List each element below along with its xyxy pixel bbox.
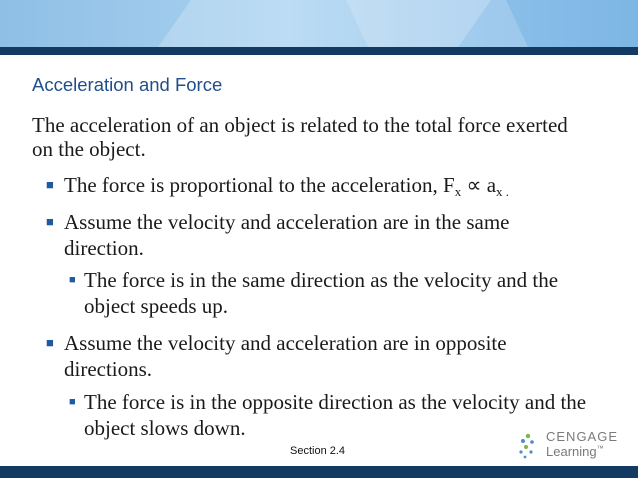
header-decor-shape [341, 0, 538, 47]
bullet-item [46, 209, 584, 261]
header-rule [0, 47, 638, 55]
square-bullet-icon: ■ [46, 214, 54, 229]
proportional-symbol: ∝ a [461, 173, 497, 197]
logo-subtext: Learning™ [546, 444, 604, 459]
bullet-text: Assume the velocity and acceleration are in the same direction. [64, 210, 510, 260]
bullet-text: The force is in the opposite direction as the velocity and the object slows down. [84, 390, 587, 440]
square-bullet-icon: ■ [46, 335, 54, 350]
subscript: x [454, 184, 462, 199]
bullet-text: The force is in the same direction as the velocity and the object speeds up. [84, 268, 559, 318]
header-band [0, 0, 638, 47]
footer-band [0, 466, 638, 478]
sub-bullet-item [69, 267, 609, 319]
bullet-text: Assume the velocity and acceleration are in opposite directions. [64, 331, 507, 381]
subscript: x . [496, 184, 510, 199]
section-label: Section 2.4 [290, 445, 346, 457]
lead-paragraph: The acceleration of an object is related to the total force exerted on the object. [32, 113, 568, 161]
square-bullet-icon: ■ [69, 396, 76, 408]
bullet-item [46, 330, 584, 382]
slide-title: Acceleration and Force [32, 74, 223, 95]
logo-wordmark: CENGAGE [546, 429, 619, 444]
square-bullet-icon: ■ [46, 177, 54, 192]
bullet-text: The force is proportional to the acceleration, F [64, 173, 455, 197]
bullet-item [46, 172, 584, 199]
square-bullet-icon: ■ [69, 274, 76, 286]
